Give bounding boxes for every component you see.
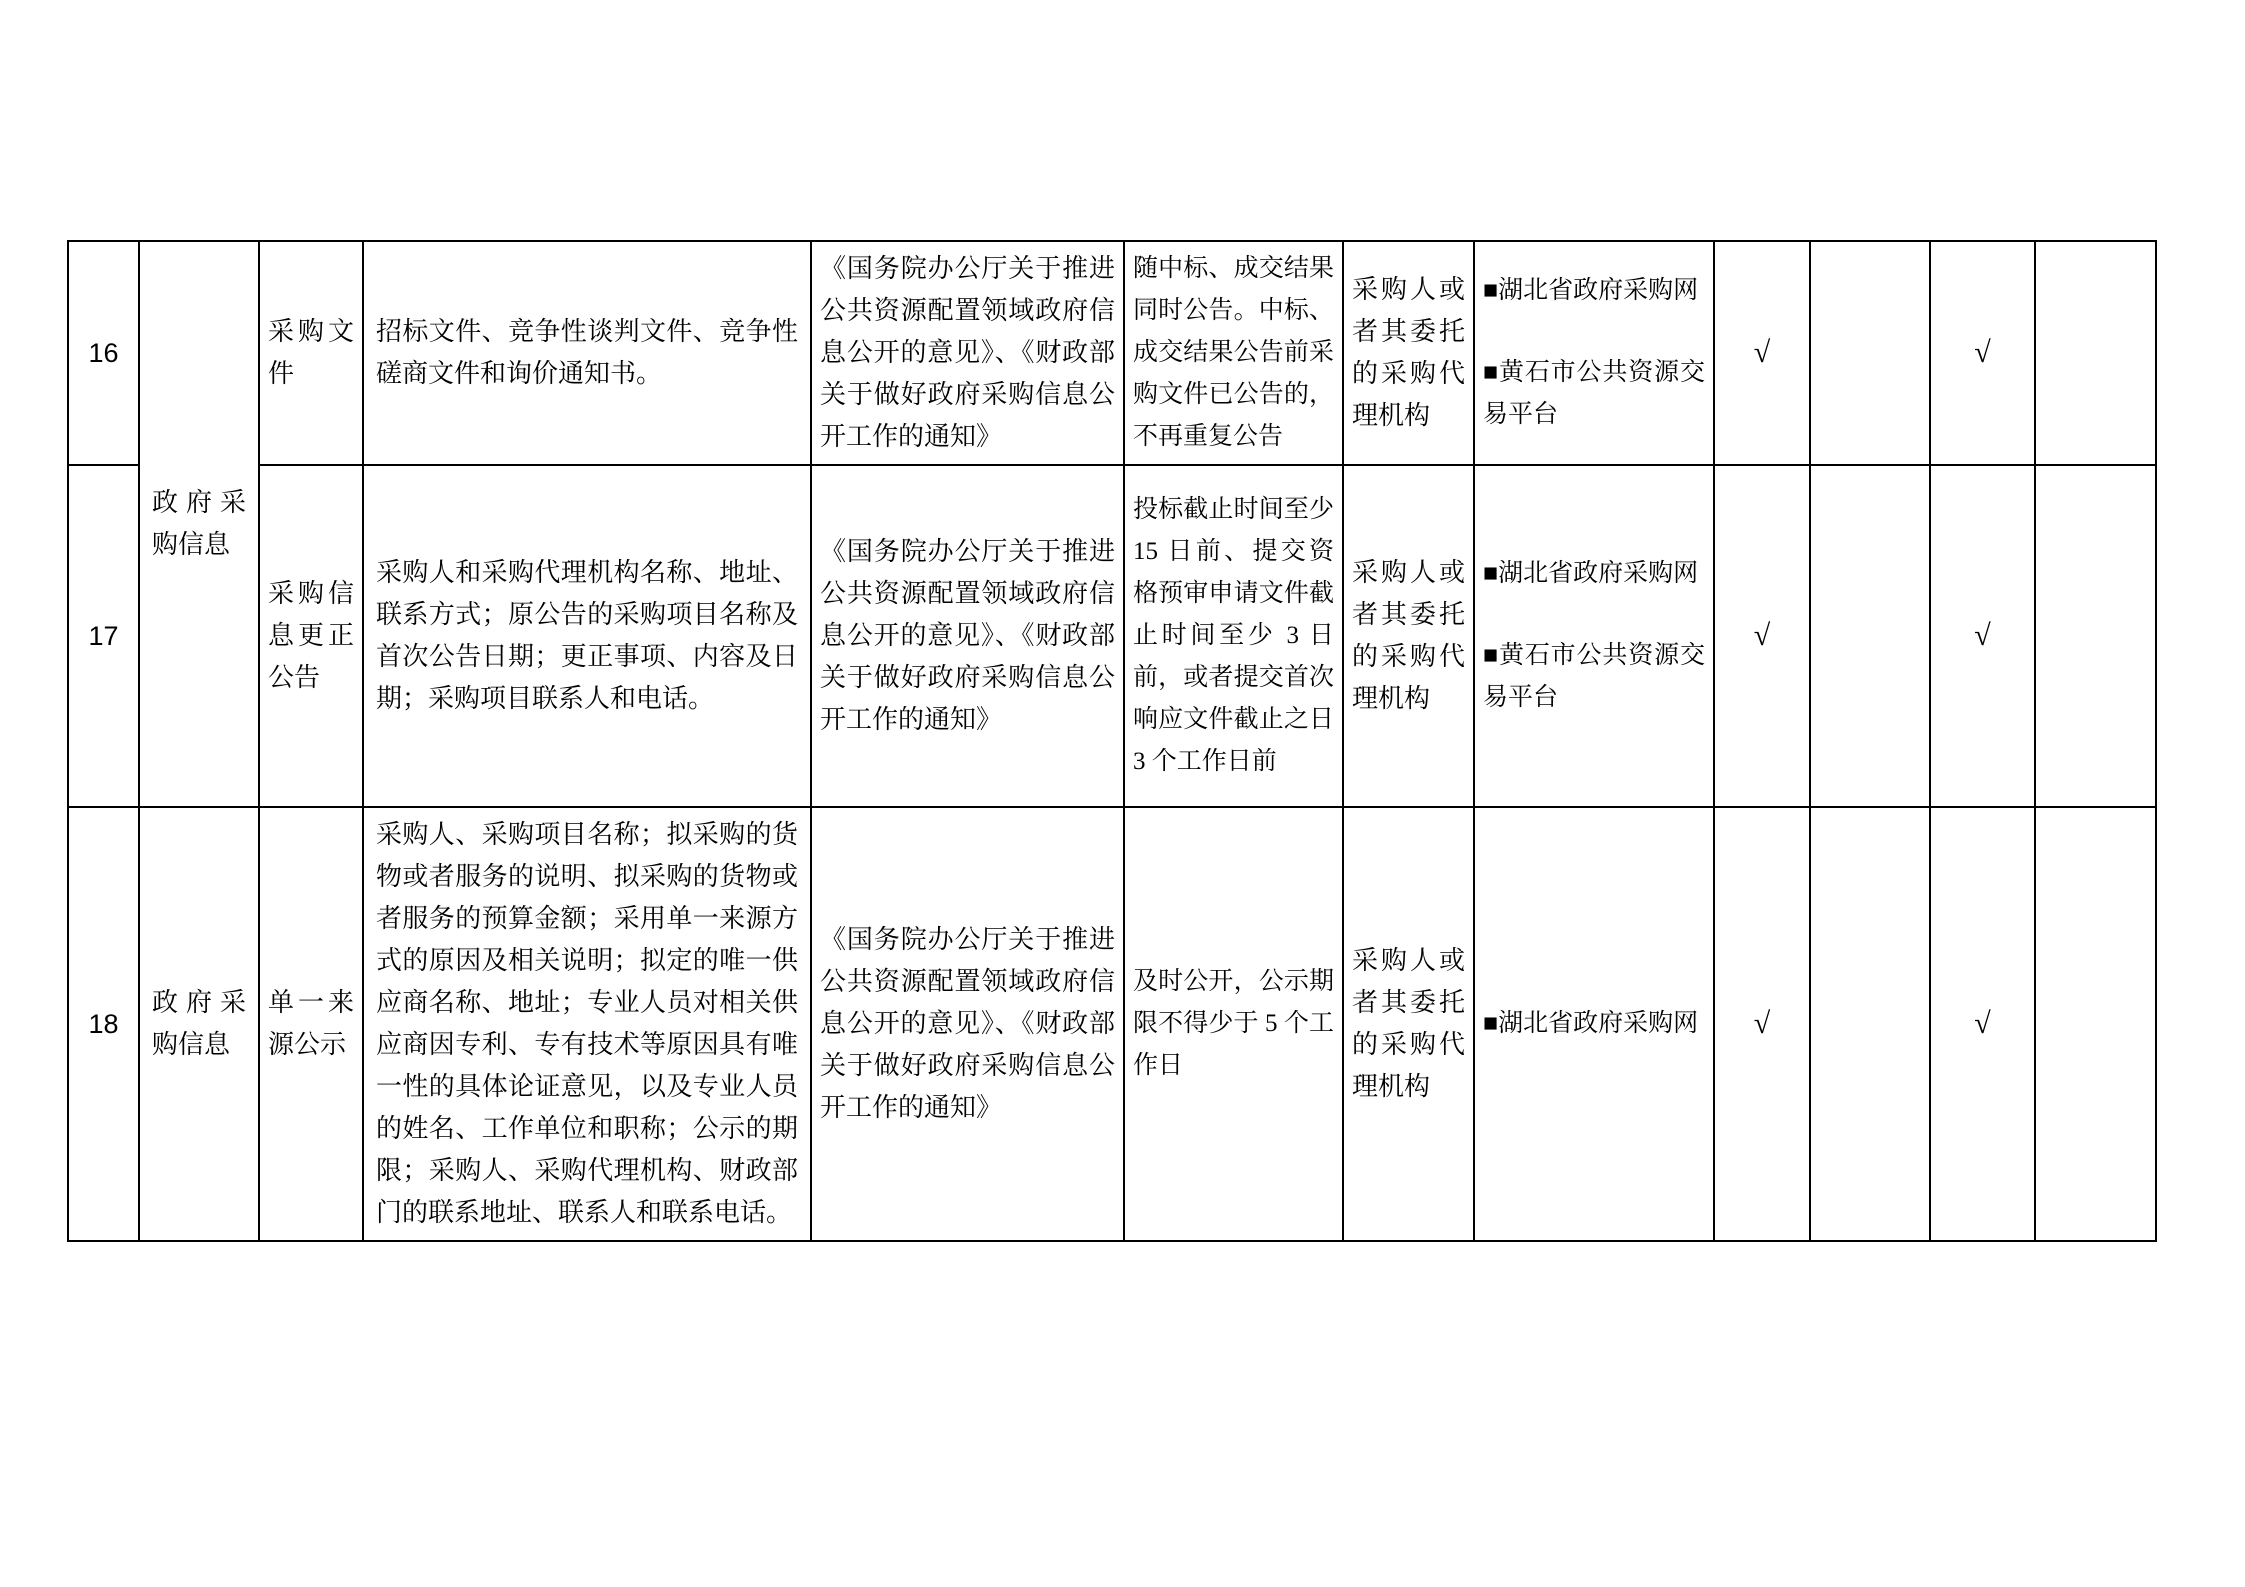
row16-seq-cell: 16	[68, 241, 139, 465]
platform-item: ■湖北省政府采购网	[1483, 277, 1699, 304]
row16-responsible-cell: 采购人或者其委托的采购代理机构	[1343, 241, 1474, 465]
disclosure-table	[67, 240, 2157, 1242]
row16-platform-cell	[1474, 241, 1714, 465]
row18-checkmark-cell-1: √	[1714, 807, 1810, 1241]
row16-timing-cell: 随中标、成交结果同时公告。中标、成交结果公告前采购文件已公告的，不再重复公告	[1124, 241, 1343, 465]
row16-legal-basis-cell: 《国务院办公厅关于推进公共资源配置领域政府信息公开的意见》、《财政部关于做好政府采购信息公开工作的通知》	[811, 241, 1124, 465]
row17-legal-basis-cell: 《国务院办公厅关于推进公共资源配置领域政府信息公开的意见》、《财政部关于做好政府采购信息公开工作的通知》	[811, 465, 1124, 807]
row18-timing-cell: 及时公开，公示期限不得少于 5 个工作日	[1124, 807, 1343, 1241]
row16-checkmark-cell-1: √	[1714, 241, 1810, 465]
row16-empty-cell-1	[1810, 241, 1930, 465]
row18-legal-basis-cell: 《国务院办公厅关于推进公共资源配置领域政府信息公开的意见》、《财政部关于做好政府采购信息公开工作的通知》	[811, 807, 1124, 1241]
platform-item: ■黄石市公共资源交易平台	[1483, 359, 1705, 428]
table-row-17	[68, 465, 2156, 807]
row18-empty-cell-1	[1810, 807, 1930, 1241]
row17-empty-cell-2	[2035, 465, 2156, 807]
row16-empty-cell-2	[2035, 241, 2156, 465]
table-row-18	[68, 807, 2156, 1241]
row17-seq-cell: 17	[68, 465, 139, 807]
row17-checkmark-cell-1: √	[1714, 465, 1810, 807]
row16-content-cell: 招标文件、竞争性谈判文件、竞争性磋商文件和询价通知书。	[363, 241, 811, 465]
row18-content-cell: 采购人、采购项目名称；拟采购的货物或者服务的说明、拟采购的货物或者服务的预算金额；采用单一来源方式的原因及相关说明；拟定的唯一供应商名称、地址；专业人员对相关供应商因专利、专有技术等原因具有唯一性的具体论证意见，以及专业人员的姓名、工作单位和职称；公示的期限；采购人、采购代理机构、财政部门的联系地址、联系人和联系电话。	[363, 807, 811, 1241]
row17-content-cell: 采购人和采购代理机构名称、地址、联系方式；原公告的采购项目名称及首次公告日期；更正事项、内容及日期；采购项目联系人和电话。	[363, 465, 811, 807]
row16-item-cell: 采购文件	[259, 241, 363, 465]
row17-item-cell: 采购信息更正公告	[259, 465, 363, 807]
row18-checkmark-cell-2: √	[1930, 807, 2035, 1241]
row18-item-cell: 单一来源公示	[259, 807, 363, 1241]
platform-item: ■黄石市公共资源交易平台	[1483, 642, 1705, 711]
row18-empty-cell-2	[2035, 807, 2156, 1241]
row18-responsible-cell: 采购人或者其委托的采购代理机构	[1343, 807, 1474, 1241]
table-row-16	[68, 241, 2156, 465]
row17-platform-cell	[1474, 465, 1714, 807]
row18-seq-cell: 18	[68, 807, 139, 1241]
platform-item: ■湖北省政府采购网	[1483, 1010, 1699, 1037]
row16-checkmark-cell-2: √	[1930, 241, 2035, 465]
row17-checkmark-cell-2: √	[1930, 465, 2035, 807]
row17-timing-cell: 投标截止时间至少 15 日前、提交资格预审申请文件截止时间至少 3 日前，或者提交首次响应文件截止之日 3 个工作日前	[1124, 465, 1343, 807]
row17-empty-cell-1	[1810, 465, 1930, 807]
row17-responsible-cell: 采购人或者其委托的采购代理机构	[1343, 465, 1474, 807]
row18-platform-cell	[1474, 807, 1714, 1241]
category-cell-rows16-17: 政府采购信息	[139, 241, 259, 807]
platform-item: ■湖北省政府采购网	[1483, 560, 1699, 587]
row18-category-cell: 政府采购信息	[139, 807, 259, 1241]
